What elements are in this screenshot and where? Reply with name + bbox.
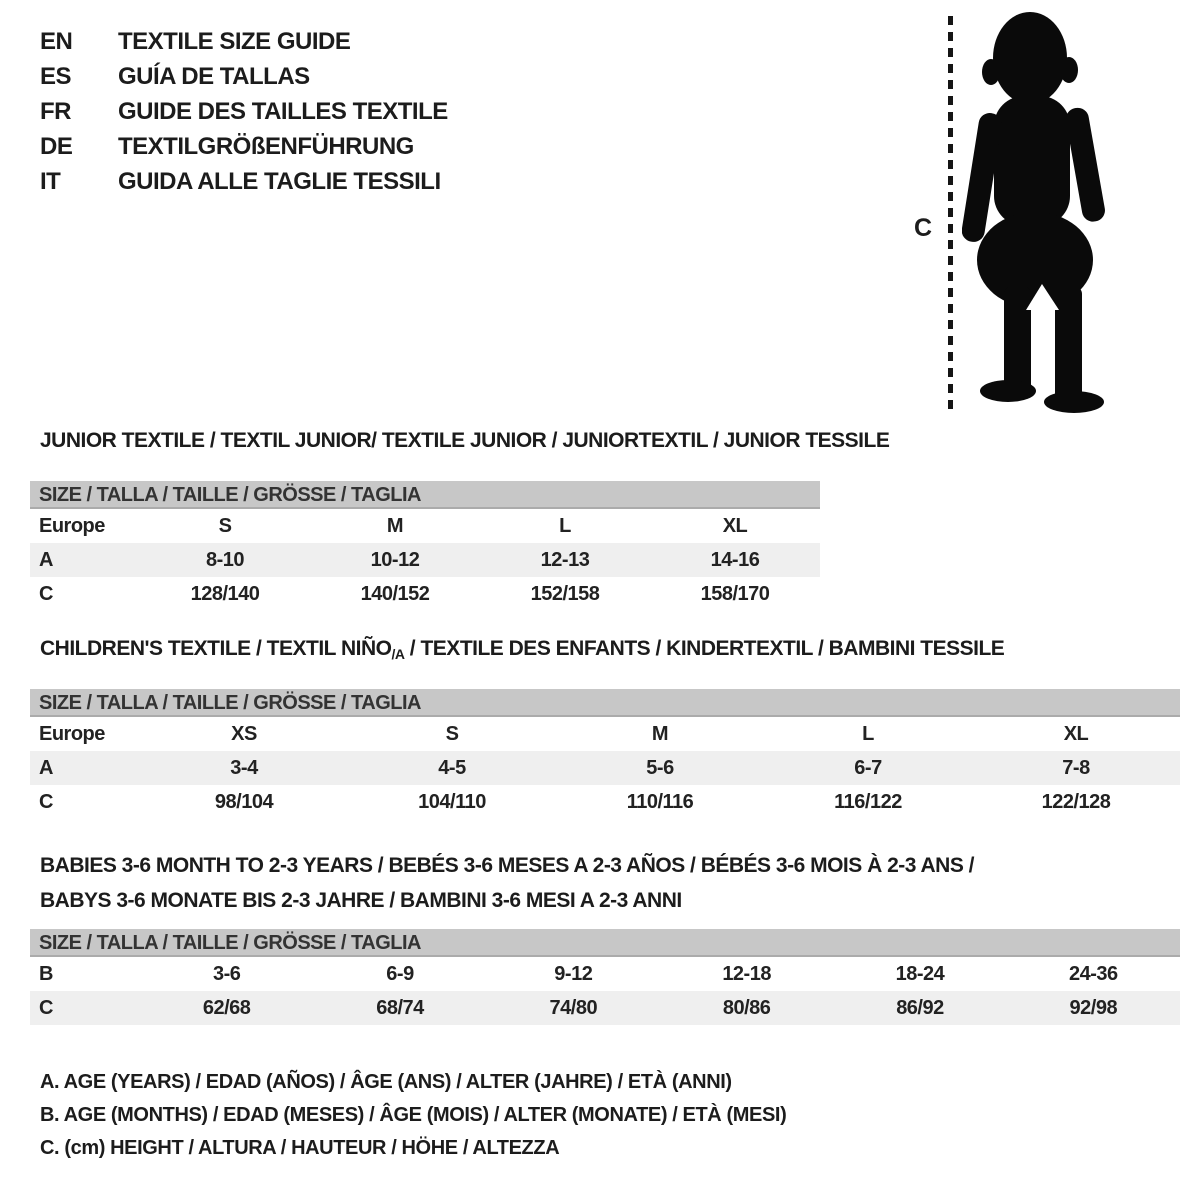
language-code: FR	[40, 97, 71, 125]
children-size-header-bar: SIZE / TALLA / TAILLE / GRÖSSE / TAGLIA	[30, 689, 1180, 717]
language-label: GUIDE DES TAILLES TEXTILE	[118, 97, 448, 125]
size-cell: M	[386, 514, 404, 537]
size-cell: 122/128	[1041, 790, 1111, 813]
row-label: B	[39, 962, 53, 985]
size-cell: 18-24	[895, 962, 945, 985]
size-cell: 62/68	[202, 996, 251, 1019]
size-cell: S	[445, 722, 459, 745]
junior-size-header-bar: SIZE / TALLA / TAILLE / GRÖSSE / TAGLIA	[30, 481, 820, 509]
size-cell: 128/140	[190, 582, 260, 605]
children-title-suffix: / TEXTILE DES ENFANTS / KINDERTEXTIL / BAMBINI TESSILE	[404, 637, 1005, 660]
size-cell: L	[862, 722, 874, 745]
size-cell: 9-12	[554, 962, 593, 985]
table-row	[30, 751, 1180, 785]
language-label: TEXTILE SIZE GUIDE	[118, 27, 351, 55]
size-cell: 6-9	[386, 962, 414, 985]
language-label: GUÍA DE TALLAS	[118, 62, 310, 90]
toddler-silhouette-image	[962, 8, 1142, 416]
table-row	[30, 991, 1180, 1025]
language-label: GUIDA ALLE TAGLIE TESSILI	[118, 167, 441, 195]
size-cell: 5-6	[646, 756, 674, 779]
row-label: C	[39, 790, 53, 813]
row-label: A	[39, 756, 53, 779]
size-cell: 110/116	[626, 790, 694, 813]
size-cell: 68/74	[376, 996, 424, 1019]
size-cell: 86/92	[896, 996, 944, 1019]
size-cell: 98/104	[214, 790, 274, 813]
language-row	[40, 94, 448, 129]
height-measure-label: C	[914, 214, 933, 242]
size-cell: 4-5	[438, 756, 466, 779]
legend-line-age-years: A. AGE (YEARS) / EDAD (AÑOS) / ÂGE (ANS) / ALTER (JAHRE) / ETÀ (ANNI)	[40, 1071, 732, 1093]
size-cell: 3-4	[230, 756, 258, 779]
table-row	[30, 509, 820, 543]
babies-title-line1: BABIES 3-6 MONTH TO 2-3 YEARS / BEBÉS 3-6 MESES A 2-3 AÑOS / BÉBÉS 3-6 MOIS À 2-3 ANS /	[40, 854, 975, 877]
row-label: C	[39, 996, 53, 1019]
row-label: Europe	[39, 514, 105, 537]
language-label: TEXTILGRÖßENFÜHRUNG	[118, 132, 414, 160]
size-cell: 12-13	[540, 548, 590, 571]
table-row	[30, 577, 820, 611]
size-cell: 3-6	[212, 962, 241, 985]
language-title-list	[40, 24, 448, 199]
size-cell: 24-36	[1068, 962, 1118, 985]
size-cell: 80/86	[722, 996, 771, 1019]
babies-title-line2: BABYS 3-6 MONATE BIS 2-3 JAHRE / BAMBINI 3-6 MESI A 2-3 ANNI	[40, 889, 682, 912]
size-cell: 158/170	[700, 582, 770, 605]
language-row	[40, 129, 448, 164]
size-cell: 92/98	[1069, 996, 1118, 1019]
language-row	[40, 59, 448, 94]
size-cell: 6-7	[854, 756, 882, 779]
size-cell: 104/110	[418, 790, 486, 813]
size-cell: XL	[1063, 722, 1089, 745]
table-row	[30, 543, 820, 577]
row-label: C	[39, 582, 53, 605]
babies-size-header-bar: SIZE / TALLA / TAILLE / GRÖSSE / TAGLIA	[30, 929, 1180, 957]
table-row	[30, 957, 1180, 991]
size-cell: 116/122	[834, 790, 902, 813]
children-size-table	[30, 689, 1180, 819]
children-title-prefix: CHILDREN'S TEXTILE / TEXTIL NIÑO	[40, 637, 392, 660]
size-cell: XS	[231, 722, 257, 745]
size-cell: 140/152	[360, 582, 430, 605]
size-cell: 10-12	[370, 548, 420, 571]
size-cell: M	[651, 722, 669, 745]
size-cell: 74/80	[549, 996, 598, 1019]
junior-section-title: JUNIOR TEXTILE / TEXTIL JUNIOR/ TEXTILE JUNIOR / JUNIORTEXTIL / JUNIOR TESSILE	[40, 429, 890, 452]
size-cell: 8-10	[205, 548, 245, 571]
children-section-title	[40, 637, 1004, 662]
table-row	[30, 785, 1180, 819]
children-title-subscript: /A	[391, 646, 405, 662]
legend-line-height: C. (cm) HEIGHT / ALTURA / HAUTEUR / HÖHE / ALTEZZA	[40, 1137, 560, 1159]
row-label: Europe	[39, 722, 105, 745]
language-row	[40, 24, 448, 59]
size-cell: 7-8	[1062, 756, 1090, 779]
language-code: IT	[40, 167, 61, 195]
babies-section-title	[40, 848, 974, 918]
language-code: EN	[40, 27, 73, 55]
language-code: ES	[40, 62, 72, 90]
measurement-legend	[40, 1066, 786, 1165]
row-label: A	[39, 548, 53, 571]
size-cell: 152/158	[530, 582, 600, 605]
height-measure-dashed-line	[948, 16, 953, 414]
babies-size-table	[30, 929, 1180, 1025]
size-cell: L	[559, 514, 571, 537]
size-cell: 12-18	[722, 962, 771, 985]
table-row	[30, 717, 1180, 751]
size-cell: 14-16	[710, 548, 760, 571]
size-cell: S	[218, 514, 232, 537]
legend-line-age-months: B. AGE (MONTHS) / EDAD (MESES) / ÂGE (MOIS) / ALTER (MONATE) / ETÀ (MESI)	[40, 1104, 787, 1126]
junior-size-table	[30, 481, 820, 611]
language-code: DE	[40, 132, 73, 160]
language-row	[40, 164, 448, 199]
size-cell: XL	[722, 514, 748, 537]
